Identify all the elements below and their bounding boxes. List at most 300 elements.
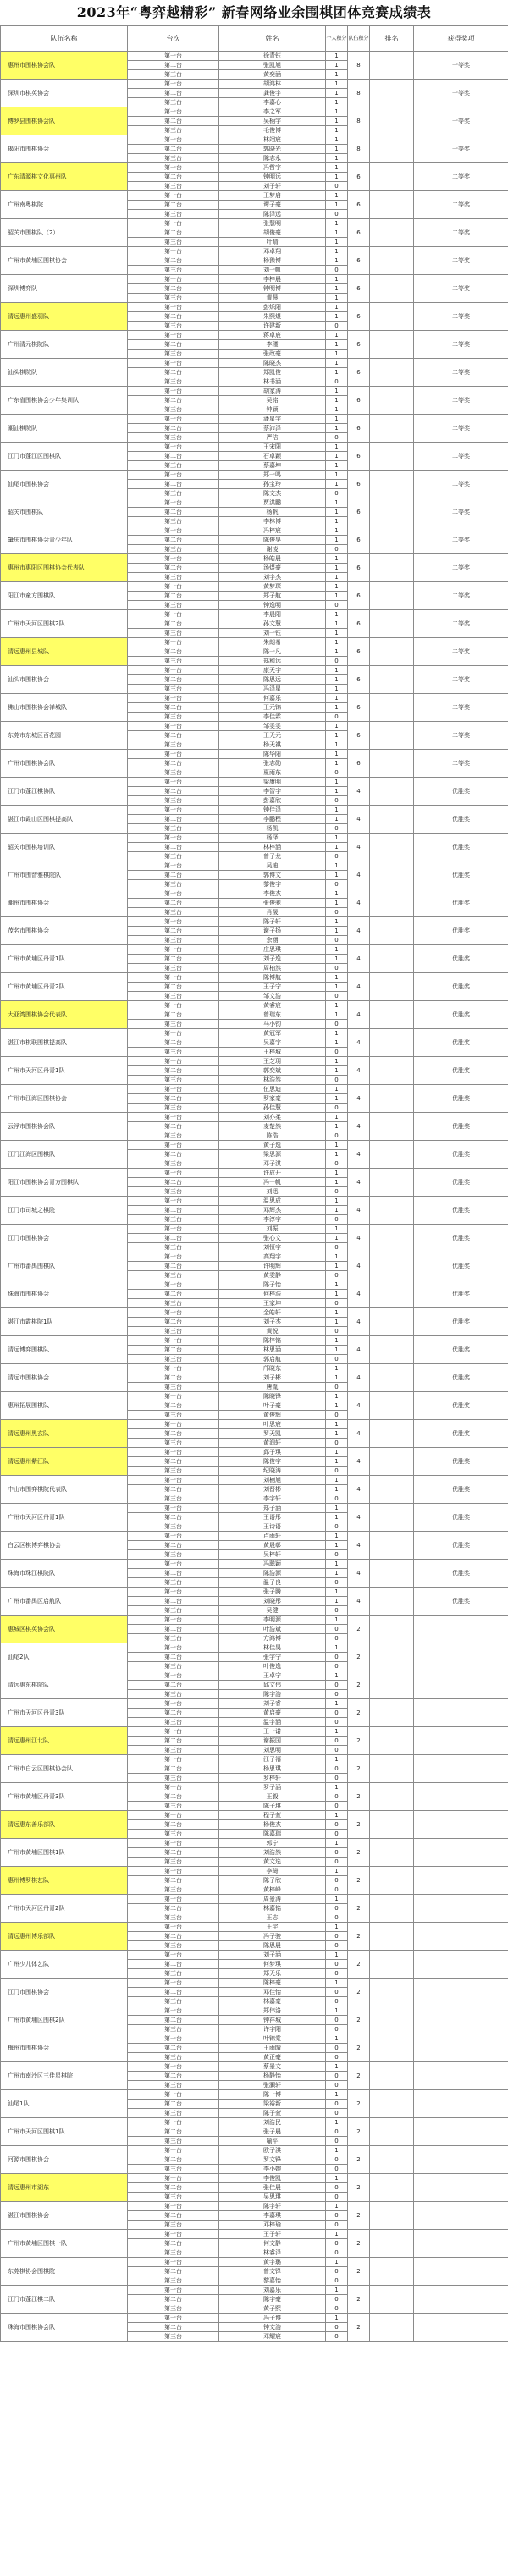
board-label: 第二台 (128, 564, 219, 573)
player-name: 吴健 (219, 1606, 326, 1616)
player-name: 邓耀宸 (219, 2332, 326, 2342)
player-points: 1 (326, 1346, 348, 1355)
player-points: 0 (326, 210, 348, 219)
table-row (1, 52, 508, 61)
team-name: 潮汕棋院队 (1, 415, 128, 443)
board-label: 第三台 (128, 713, 219, 722)
board-label: 第二台 (128, 2295, 219, 2304)
team-award (414, 2314, 508, 2342)
team-name: 珠海市珠江棋院队 (1, 1560, 128, 1588)
player-points: 0 (326, 796, 348, 806)
team-points: 6 (348, 554, 370, 582)
team-points: 4 (348, 806, 370, 834)
board-label: 第一台 (128, 1616, 219, 1625)
table-row (1, 806, 508, 815)
player-points: 1 (326, 2006, 348, 2016)
player-points: 0 (326, 1764, 348, 1774)
player-name: 黄子熙 (219, 2304, 326, 2314)
team-points: 2 (348, 1671, 370, 1699)
player-name: 罗文锋 (219, 2155, 326, 2165)
player-name: 冯聪颖 (219, 1560, 326, 1569)
player-points: 0 (326, 2053, 348, 2062)
board-label: 第二台 (128, 1290, 219, 1299)
player-name: 曾文锋 (219, 2267, 326, 2276)
team-points: 2 (348, 2314, 370, 2342)
team-award: 优胜奖 (414, 834, 508, 861)
player-name: 汤煜豪 (219, 564, 326, 573)
team-name: 广州清元棋院队 (1, 331, 128, 359)
team-points: 2 (348, 2202, 370, 2230)
player-points: 1 (326, 1588, 348, 1597)
board-label: 第一台 (128, 1783, 219, 1792)
player-name: 喻平 (219, 2137, 326, 2146)
team-name: 江门市蓬江棋二队 (1, 2286, 128, 2314)
board-label: 第一台 (128, 861, 219, 871)
player-name: 许明辉 (219, 1262, 326, 1271)
table-row (1, 1197, 508, 1206)
table-row (1, 526, 508, 536)
team-points: 2 (348, 1867, 370, 1895)
table-row (1, 582, 508, 592)
player-points: 1 (326, 619, 348, 629)
player-name: 黄睿宸 (219, 1001, 326, 1010)
player-name: 蔡嘉坤 (219, 461, 326, 471)
board-label: 第三台 (128, 1662, 219, 1671)
player-name: 李之军 (219, 107, 326, 117)
board-label: 第一台 (128, 778, 219, 787)
team-rank (370, 1923, 414, 1951)
player-name: 黎俊宇 (219, 880, 326, 889)
team-points: 2 (348, 1699, 370, 1727)
player-name: 刘亦柔 (219, 1113, 326, 1122)
board-label: 第三台 (128, 2276, 219, 2286)
team-rank (370, 750, 414, 778)
team-name: 广州市天河区围棋1队 (1, 2118, 128, 2146)
player-name: 李智宇 (219, 787, 326, 796)
table-row (1, 275, 508, 284)
player-points: 1 (326, 1755, 348, 1764)
player-name: 吴嘉宇 (219, 1038, 326, 1048)
player-name: 陈思晨 (219, 1941, 326, 1951)
board-label: 第二台 (128, 368, 219, 377)
board-label: 第二台 (128, 1346, 219, 1355)
team-rank (370, 1448, 414, 1476)
player-name: 刘恒宇 (219, 1243, 326, 1252)
player-points: 1 (326, 145, 348, 154)
player-points: 1 (326, 1373, 348, 1383)
team-name: 广州市黄埔区围棋2队 (1, 2006, 128, 2034)
player-points: 1 (326, 238, 348, 247)
player-points: 1 (326, 1392, 348, 1401)
board-label: 第一台 (128, 331, 219, 340)
team-rank (370, 471, 414, 498)
team-points: 4 (348, 1420, 370, 1448)
player-points: 1 (326, 173, 348, 182)
player-name: 刘子逸 (219, 955, 326, 964)
team-award: 优胜奖 (414, 1476, 508, 1504)
board-label: 第二台 (128, 1010, 219, 1020)
player-name: 夏雨东 (219, 768, 326, 778)
board-label: 第一台 (128, 694, 219, 703)
team-points: 2 (348, 2006, 370, 2034)
player-name: 张心文 (219, 1234, 326, 1243)
player-name: 冯泽星 (219, 685, 326, 694)
team-rank (370, 1476, 414, 1504)
team-rank (370, 331, 414, 359)
player-points: 1 (326, 228, 348, 238)
player-points: 0 (326, 1830, 348, 1839)
table-row (1, 1420, 508, 1429)
board-label: 第二台 (128, 731, 219, 740)
team-points: 6 (348, 303, 370, 331)
player-points: 1 (326, 1951, 348, 1960)
board-label: 第一台 (128, 1225, 219, 1234)
player-points: 1 (326, 1457, 348, 1467)
board-label: 第二台 (128, 1709, 219, 1718)
player-name: 龚俊宇 (219, 89, 326, 98)
player-points: 1 (326, 1476, 348, 1485)
player-name: 何梓浩 (219, 1290, 326, 1299)
player-points: 1 (326, 2258, 348, 2267)
player-name: 杨帆 (219, 508, 326, 517)
team-name: 广州市围智雅棋院队 (1, 861, 128, 889)
player-points: 1 (326, 219, 348, 228)
player-points: 0 (326, 1848, 348, 1858)
board-label: 第二台 (128, 1401, 219, 1411)
player-points: 0 (326, 1904, 348, 1913)
team-points: 4 (348, 1169, 370, 1197)
board-label: 第三台 (128, 1830, 219, 1839)
player-name: 郭宁 (219, 1839, 326, 1848)
player-name: 刘楠旭 (219, 1476, 326, 1485)
board-label: 第三台 (128, 1020, 219, 1029)
board-label: 第三台 (128, 210, 219, 219)
team-name: 佛山市围棋协会禅城队 (1, 694, 128, 722)
team-award: 二等奖 (414, 750, 508, 778)
board-label: 第三台 (128, 992, 219, 1001)
player-name: 朱熙煜 (219, 312, 326, 322)
table-row (1, 1895, 508, 1904)
player-points: 1 (326, 526, 348, 536)
team-name: 江门江海区围棋队 (1, 1141, 128, 1169)
player-points: 0 (326, 1606, 348, 1616)
team-award: 优胜奖 (414, 1085, 508, 1113)
player-name: 李晨阳 (219, 610, 326, 619)
player-points: 0 (326, 1355, 348, 1364)
team-rank (370, 1392, 414, 1420)
team-points: 4 (348, 861, 370, 889)
board-label: 第一台 (128, 1671, 219, 1681)
player-name: 周景涛 (219, 1895, 326, 1904)
team-rank (370, 1252, 414, 1280)
board-label: 第二台 (128, 2211, 219, 2221)
team-rank (370, 2202, 414, 2230)
player-name: 邱文伟 (219, 1681, 326, 1690)
team-points: 6 (348, 471, 370, 498)
team-award (414, 1727, 508, 1755)
table-row (1, 666, 508, 675)
player-points: 1 (326, 135, 348, 145)
player-name: 杨皓晨 (219, 554, 326, 564)
team-rank (370, 415, 414, 443)
team-points: 6 (348, 275, 370, 303)
team-rank (370, 2314, 414, 2342)
board-label: 第三台 (128, 433, 219, 443)
player-name: 王卓宁 (219, 1671, 326, 1681)
team-rank (370, 275, 414, 303)
board-label: 第三台 (128, 1802, 219, 1811)
team-name: 广州市番禺围棋队 (1, 1252, 128, 1280)
team-name: 茂名市围棋协会 (1, 917, 128, 945)
player-points: 1 (326, 2174, 348, 2183)
player-points: 0 (326, 1662, 348, 1671)
player-points: 1 (326, 154, 348, 163)
results-table (0, 25, 508, 2342)
player-points: 0 (326, 852, 348, 861)
player-name: 黄俊辉 (219, 1411, 326, 1420)
table-row (1, 191, 508, 201)
player-name: 余涵 (219, 936, 326, 945)
player-name: 邹雯雯 (219, 722, 326, 731)
team-name: 清远惠州黑玄队 (1, 1420, 128, 1448)
table-row (1, 1699, 508, 1709)
team-rank (370, 1532, 414, 1560)
board-label: 第二台 (128, 1541, 219, 1550)
team-rank (370, 135, 414, 163)
table-row (1, 2034, 508, 2044)
board-label: 第三台 (128, 1997, 219, 2006)
team-points: 4 (348, 889, 370, 917)
player-name: 刘子杰 (219, 1318, 326, 1327)
player-points: 0 (326, 1578, 348, 1588)
player-points: 1 (326, 610, 348, 619)
player-points: 0 (326, 1271, 348, 1280)
player-name: 林嘉铭 (219, 1904, 326, 1913)
team-name: 广州市黄埔区丹青1队 (1, 945, 128, 973)
player-points: 0 (326, 377, 348, 387)
header-team: 队伍名称 (1, 26, 128, 52)
team-name: 汕尾市围棋协会 (1, 471, 128, 498)
player-name: 王志 (219, 1913, 326, 1923)
player-name: 庄思琪 (219, 945, 326, 955)
player-name: 陈俊宇 (219, 1457, 326, 1467)
player-points: 0 (326, 266, 348, 275)
player-name: 谭子豪 (219, 201, 326, 210)
player-points: 1 (326, 1280, 348, 1290)
player-points: 0 (326, 2044, 348, 2053)
team-rank (370, 359, 414, 387)
team-rank (370, 806, 414, 834)
player-name: 李嘉心 (219, 98, 326, 107)
player-name: 黄梓峰 (219, 1885, 326, 1895)
player-points: 0 (326, 182, 348, 191)
player-name: 陈晓杰 (219, 359, 326, 368)
player-points: 0 (326, 1159, 348, 1169)
player-points: 1 (326, 1336, 348, 1346)
player-points: 1 (326, 1560, 348, 1569)
board-label: 第二台 (128, 312, 219, 322)
table-row (1, 2146, 508, 2155)
team-points: 4 (348, 973, 370, 1001)
team-rank (370, 2034, 414, 2062)
team-award: 二等奖 (414, 303, 508, 331)
team-name: 江门市司城之棋院 (1, 1197, 128, 1225)
team-rank (370, 443, 414, 471)
team-name: 江门市蓬江区围棋队 (1, 443, 128, 471)
player-name: 谢凌 (219, 545, 326, 554)
player-name: 陈梓豪 (219, 1979, 326, 1988)
team-name: 广州市黄埔区围棋1队 (1, 1839, 128, 1867)
player-points: 1 (326, 517, 348, 526)
board-label: 第二台 (128, 703, 219, 713)
team-name: 广州市江海区围棋协会 (1, 1085, 128, 1113)
player-name: 郑凯俊 (219, 368, 326, 377)
player-name: 杨思琪 (219, 1764, 326, 1774)
player-points: 0 (326, 1550, 348, 1560)
team-name: 广州市黄埔区围棋协会 (1, 247, 128, 275)
board-label: 第三台 (128, 1550, 219, 1560)
player-name: 彭烁阳 (219, 303, 326, 312)
player-name: 邝晓东 (219, 1364, 326, 1373)
board-label: 第三台 (128, 1187, 219, 1197)
player-points: 1 (326, 2146, 348, 2155)
board-label: 第二台 (128, 2072, 219, 2081)
player-name: 郭启航 (219, 1355, 326, 1364)
board-label: 第一台 (128, 2090, 219, 2100)
player-name: 叶俊逸 (219, 1662, 326, 1671)
board-label: 第二台 (128, 1960, 219, 1969)
board-label: 第一台 (128, 666, 219, 675)
team-name: 广州市天河区丹青1队 (1, 1504, 128, 1532)
player-name: 郑一鸣 (219, 471, 326, 480)
player-points: 1 (326, 452, 348, 461)
board-label: 第一台 (128, 1252, 219, 1262)
board-label: 第一台 (128, 1643, 219, 1653)
board-label: 第一台 (128, 1923, 219, 1932)
player-name: 邓辉杰 (219, 1206, 326, 1215)
player-points: 1 (326, 1513, 348, 1522)
board-label: 第三台 (128, 1048, 219, 1057)
board-label: 第三台 (128, 2081, 219, 2090)
table-row (1, 303, 508, 312)
table-row (1, 1811, 508, 1820)
player-name: 钟佳泽 (219, 806, 326, 815)
player-name: 郭博文 (219, 871, 326, 880)
board-label: 第一台 (128, 471, 219, 480)
team-award (414, 1671, 508, 1699)
board-label: 第三台 (128, 1299, 219, 1308)
board-label: 第一台 (128, 610, 219, 619)
team-award (414, 1839, 508, 1867)
player-points: 1 (326, 1532, 348, 1541)
team-points: 6 (348, 498, 370, 526)
board-label: 第二台 (128, 647, 219, 657)
player-name: 温子良 (219, 1578, 326, 1588)
player-name: 李林博 (219, 517, 326, 526)
board-label: 第二台 (128, 1457, 219, 1467)
board-label: 第三台 (128, 182, 219, 191)
header-award: 获得奖项 (414, 26, 508, 52)
player-points: 0 (326, 992, 348, 1001)
team-points: 6 (348, 694, 370, 722)
player-points: 1 (326, 1699, 348, 1709)
team-name: 韶关市围棋队 (1, 498, 128, 526)
player-name: 唐胤 (219, 1383, 326, 1392)
team-rank (370, 1001, 414, 1029)
player-name: 邓佳怡 (219, 1988, 326, 1997)
player-points: 0 (326, 1467, 348, 1476)
team-award: 一等奖 (414, 107, 508, 135)
player-points: 0 (326, 2165, 348, 2174)
table-row (1, 2202, 508, 2211)
player-points: 1 (326, 2314, 348, 2323)
board-label: 第二台 (128, 1988, 219, 1997)
team-name: 广东省围棋协会少年集训队 (1, 387, 128, 415)
player-name: 胡俊豪 (219, 228, 326, 238)
board-label: 第三台 (128, 1941, 219, 1951)
team-points: 2 (348, 1783, 370, 1811)
board-label: 第一台 (128, 1588, 219, 1597)
player-name: 杨静怡 (219, 2072, 326, 2081)
team-rank (370, 1895, 414, 1923)
table-row (1, 1308, 508, 1318)
team-points: 4 (348, 1448, 370, 1476)
board-label: 第一台 (128, 806, 219, 815)
player-points: 0 (326, 657, 348, 666)
player-name: 谢振国 (219, 1737, 326, 1746)
team-points: 4 (348, 834, 370, 861)
table-row (1, 1364, 508, 1373)
player-points: 0 (326, 1690, 348, 1699)
table-row (1, 834, 508, 843)
player-points: 1 (326, 1923, 348, 1932)
table-row (1, 2258, 508, 2267)
board-label: 第二台 (128, 1681, 219, 1690)
player-points: 1 (326, 573, 348, 582)
board-label: 第三台 (128, 1159, 219, 1169)
team-rank (370, 1699, 414, 1727)
team-award: 二等奖 (414, 554, 508, 582)
player-points: 0 (326, 2304, 348, 2314)
player-name: 林浩然 (219, 1076, 326, 1085)
team-award: 优胜奖 (414, 1448, 508, 1476)
board-label: 第一台 (128, 275, 219, 284)
player-name: 蔡景文 (219, 2062, 326, 2072)
board-label: 第二台 (128, 871, 219, 880)
player-points: 0 (326, 1876, 348, 1885)
player-points: 0 (326, 2295, 348, 2304)
player-points: 0 (326, 2332, 348, 2342)
board-label: 第三台 (128, 461, 219, 471)
player-points: 1 (326, 480, 348, 489)
team-points: 4 (348, 778, 370, 806)
player-name: 郑天乐 (219, 1969, 326, 1979)
team-award (414, 1951, 508, 1979)
player-points: 0 (326, 1494, 348, 1504)
team-points: 6 (348, 526, 370, 554)
team-points: 2 (348, 1839, 370, 1867)
player-name: 肖晟 (219, 908, 326, 917)
player-points: 0 (326, 1932, 348, 1941)
player-name: 李明源 (219, 1616, 326, 1625)
player-points: 0 (326, 880, 348, 889)
team-rank (370, 722, 414, 750)
player-points: 1 (326, 52, 348, 61)
board-label: 第一台 (128, 1448, 219, 1457)
player-name: 王宋阳 (219, 443, 326, 452)
player-points: 1 (326, 843, 348, 852)
team-rank (370, 526, 414, 554)
